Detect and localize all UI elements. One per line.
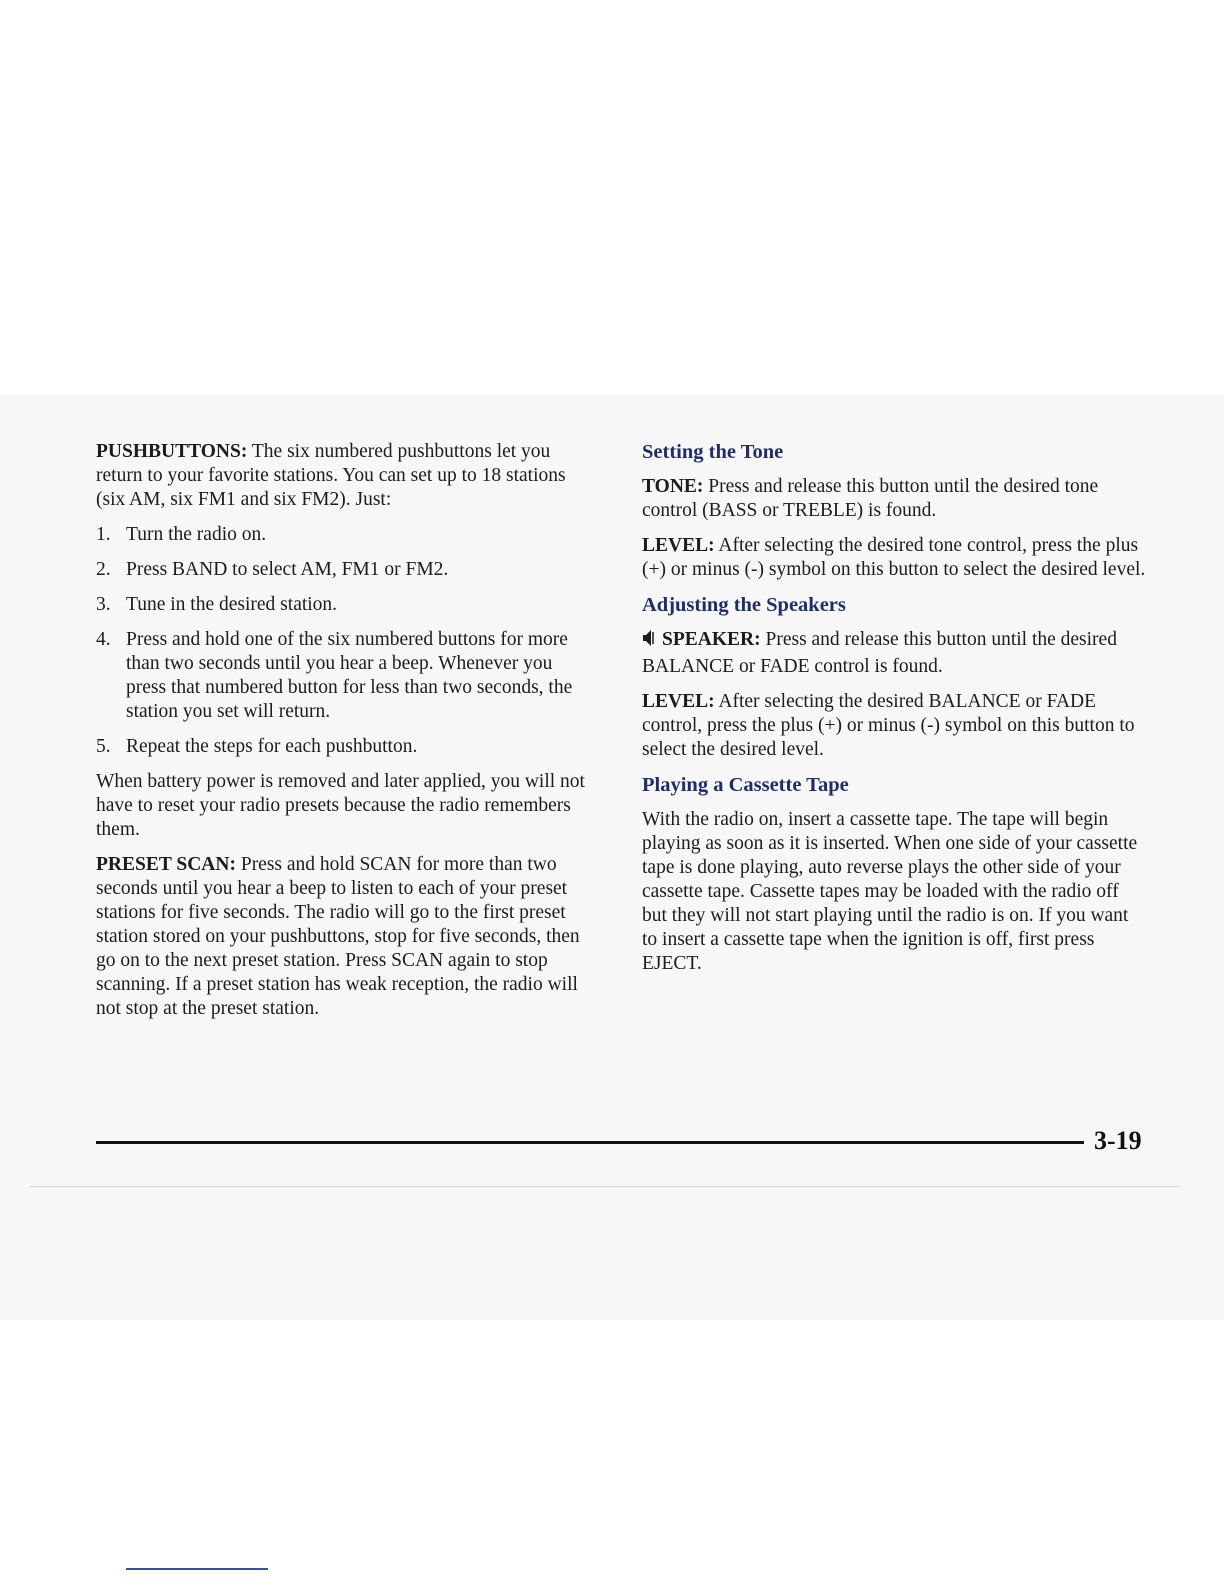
tone-heading: Setting the Tone [642,441,784,463]
pushbuttons-paragraph [96,440,594,512]
speaker-level-text: After selecting the desired BALANCE or FADE control, press the plus (+) or minus (-) symbol on this button to select the desired level. [642,691,1135,760]
cassette-heading: Playing a Cassette Tape [642,774,849,796]
speaker-icon [642,628,656,655]
left-column [96,440,594,1032]
page-number: 3-19 [1094,1126,1142,1155]
step-text: Repeat the steps for each pushbutton. [126,736,418,757]
step-text: Tune in the desired station. [126,594,338,615]
scan-corner-mark [126,1568,268,1570]
step-number: 5. [96,736,111,757]
tone-level-paragraph [642,534,1147,582]
preset-scan-paragraph [96,853,594,1021]
scan-divider-line [30,1186,1180,1187]
step-number: 3. [96,594,111,615]
list-item [96,628,594,724]
speaker-label: SPEAKER: [662,629,761,650]
preset-scan-label: PRESET SCAN: [96,854,236,875]
tone-label: TONE: [642,476,704,497]
step-text: Turn the radio on. [126,524,267,545]
pushbuttons-text: The six numbered pushbuttons let you return to your favorite stations. You can set up to 18 stations (six AM, six FM1 and six FM2). Just: [96,441,566,510]
battery-note-paragraph: When battery power is removed and later applied, you will not have to reset your radio presets because the radio remembers them. [96,771,585,840]
speaker-text: Press and release this button until the desired BALANCE or FADE control is found. [642,629,1117,677]
step-number: 2. [96,559,111,580]
list-item [96,523,594,547]
speaker-level-label: LEVEL: [642,691,715,712]
step-number: 1. [96,524,111,545]
preset-steps-list [96,523,594,759]
list-item [96,735,594,759]
list-item [96,593,594,617]
right-column [642,440,1147,987]
cassette-paragraph: With the radio on, insert a cassette tape. The tape will begin playing as soon as it is inserted. When one side of your cassette tape is done playing, auto reverse plays the other side of your cassette tape. Cassette tapes may be loaded with the radio off but they will not start playing until the radio is on. If you want to insert a cassette tape when the ignition is off, first press EJECT. [642,809,1138,974]
step-text: Press BAND to select AM, FM1 or FM2. [126,559,449,580]
step-number: 4. [96,629,111,650]
speakers-heading: Adjusting the Speakers [642,594,846,616]
list-item [96,558,594,582]
step-text: Press and hold one of the six numbered buttons for more than two seconds until you hear a beep. Whenever you press that numbered button for less than two seconds, the station you set will return. [126,629,573,722]
speaker-paragraph [642,628,1147,679]
pushbuttons-label: PUSHBUTTONS: [96,441,248,462]
speaker-level-paragraph [642,690,1147,762]
tone-level-text: After selecting the desired tone control, press the plus (+) or minus (-) symbol on this button to select the desired level. [642,535,1146,580]
tone-text: Press and release this button until the desired tone control (BASS or TREBLE) is found. [642,476,1099,521]
preset-scan-text: Press and hold SCAN for more than two seconds until you hear a beep to listen to each of your preset stations for five seconds. The radio will go to the first preset station stored on your pushbuttons, stop for five seconds, then go on to the next preset station. Press SCAN again to stop scanning. If a preset station has weak reception, the radio will not stop at the preset station. [96,854,580,1019]
footer-rule [96,1141,1084,1144]
tone-level-label: LEVEL: [642,535,715,556]
tone-paragraph [642,475,1147,523]
